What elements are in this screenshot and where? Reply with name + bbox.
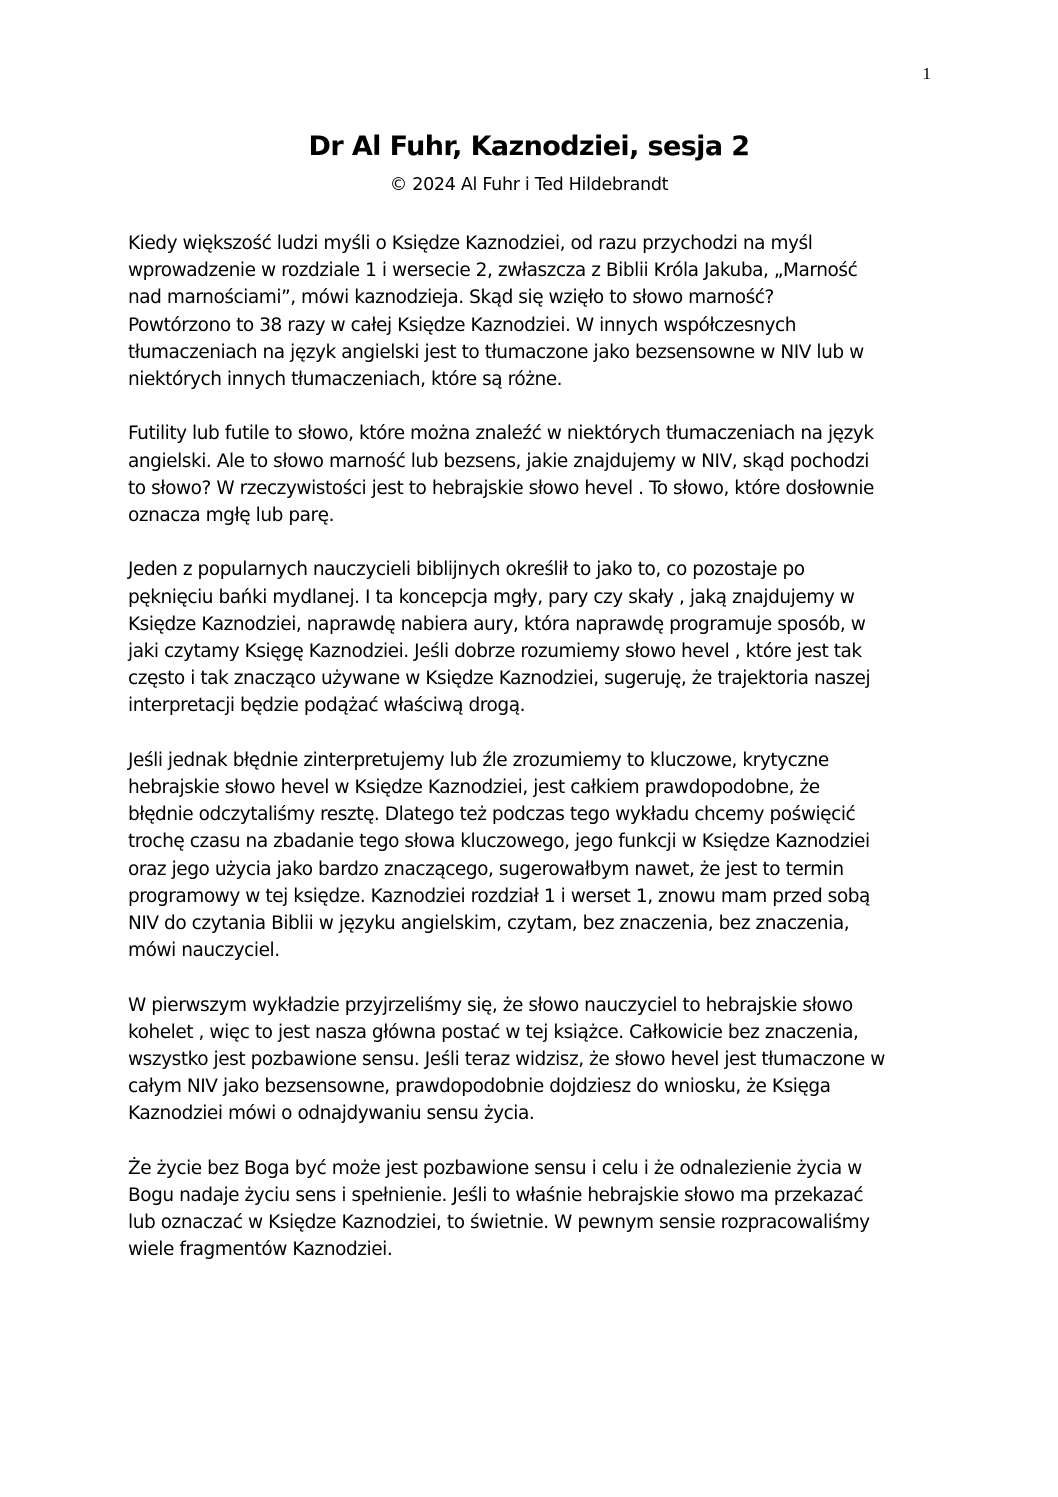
- text-line: kohelet , więc to jest nasza główna postać w tej książce. Całkowicie bez znaczenia,: [128, 1021, 859, 1043]
- text-line: często i tak znacząco używane w Księdze Kaznodziei, sugeruję, że trajektoria naszej: [128, 668, 871, 690]
- text-line: niektórych innych tłumaczeniach, które są różne.: [128, 369, 563, 391]
- text-line: oraz jego użycia jako bardzo znaczącego, sugerowałbym nawet, że jest to termin: [128, 858, 844, 880]
- copyright-line: © 2024 Al Fuhr i Ted Hildebrandt: [389, 175, 669, 195]
- text-line: błędnie odczytaliśmy resztę. Dlatego też podczas tego wykładu chcemy poświęcić: [128, 804, 856, 826]
- text-line: Księdze Kaznodziei, naprawdę nabiera aury, która naprawdę programuje sposób, w: [128, 613, 866, 635]
- document-body: [128, 230, 948, 1291]
- text-line: hebrajskie słowo hevel w Księdze Kaznodziei, jest całkiem prawdopodobne, że: [128, 777, 820, 799]
- text-line: całym NIV jako bezsensowne, prawdopodobnie dojdziesz do wniosku, że Księga: [128, 1076, 831, 1098]
- text-line: interpretacji będzie podążać właściwą drogą.: [128, 695, 526, 717]
- page-number: 1: [922, 64, 931, 83]
- text-line: trochę czasu na zbadanie tego słowa kluczowego, jego funkcji w Księdze Kaznodziei: [128, 831, 870, 853]
- document-title: Dr Al Fuhr, Kaznodziei, sesja 2: [308, 131, 750, 162]
- text-line: wiele fragmentów Kaznodziei.: [128, 1239, 393, 1261]
- text-line: programowy w tej księdze. Kaznodziei rozdział 1 i werset 1, znowu mam przed sobą: [128, 885, 870, 907]
- paragraph: [128, 230, 948, 393]
- text-line: Jeśli jednak błędnie zinterpretujemy lub źle zrozumiemy to kluczowe, krytyczne: [128, 749, 829, 771]
- text-line: angielski. Ale to słowo marność lub bezsens, jakie znajdujemy w NIV, skąd pochodzi: [128, 450, 869, 472]
- text-line: Że życie bez Boga być może jest pozbawione sensu i celu i że odnalezienie życia w: [128, 1157, 862, 1179]
- paragraph: [128, 992, 948, 1128]
- text-line: NIV do czytania Biblii w języku angielskim, czytam, bez znaczenia, bez znaczenia,: [128, 913, 850, 935]
- text-line: Bogu nadaje życiu sens i spełnienie. Jeśli to właśnie hebrajskie słowo ma przekazać: [128, 1185, 864, 1207]
- text-line: W pierwszym wykładzie przyjrzeliśmy się, że słowo nauczyciel to hebrajskie słowo: [128, 994, 853, 1016]
- text-line: Powtórzono to 38 razy w całej Księdze Kaznodziei. W innych współczesnych: [128, 314, 797, 336]
- text-line: Kaznodziei mówi o odnajdywaniu sensu życia.: [128, 1103, 535, 1125]
- paragraph: [128, 556, 948, 719]
- paragraph: [128, 1155, 948, 1264]
- text-line: Jeden z popularnych nauczycieli biblijnych określił to jako to, co pozostaje po: [128, 559, 805, 581]
- text-line: to słowo? W rzeczywistości jest to hebrajskie słowo hevel . To słowo, które dosłownie: [128, 477, 874, 499]
- text-line: wprowadzenie w rozdziale 1 i wersecie 2, zwłaszcza z Biblii Króla Jakuba, „Marność: [128, 260, 858, 282]
- text-line: nad marnościami”, mówi kaznodzieja. Skąd się wzięło to słowo marność?: [128, 287, 774, 309]
- text-line: jaki czytamy Księgę Kaznodziei. Jeśli dobrze rozumiemy słowo hevel , które jest tak: [128, 641, 862, 663]
- text-line: pęknięciu bańki mydlanej. I ta koncepcja mgły, pary czy skały , jaką znajdujemy w: [128, 586, 855, 608]
- text-line: Kiedy większość ludzi myśli o Księdze Kaznodziei, od razu przychodzi na myśl: [128, 233, 813, 254]
- text-line: Futility lub futile to słowo, które można znaleźć w niektórych tłumaczeniach na język: [128, 423, 874, 445]
- text-line: oznacza mgłę lub parę.: [128, 505, 335, 527]
- text-line: tłumaczeniach na język angielski jest to tłumaczone jako bezsensowne w NIV lub w: [128, 341, 864, 363]
- paragraph: [128, 747, 948, 965]
- text-line: mówi nauczyciel.: [128, 940, 280, 962]
- text-line: wszystko jest pozbawione sensu. Jeśli teraz widzisz, że słowo hevel jest tłumaczone w: [128, 1049, 885, 1071]
- text-line: lub oznaczać w Księdze Kaznodziei, to świetnie. W pewnym sensie rozpracowaliśmy: [128, 1212, 870, 1234]
- paragraph: [128, 420, 948, 529]
